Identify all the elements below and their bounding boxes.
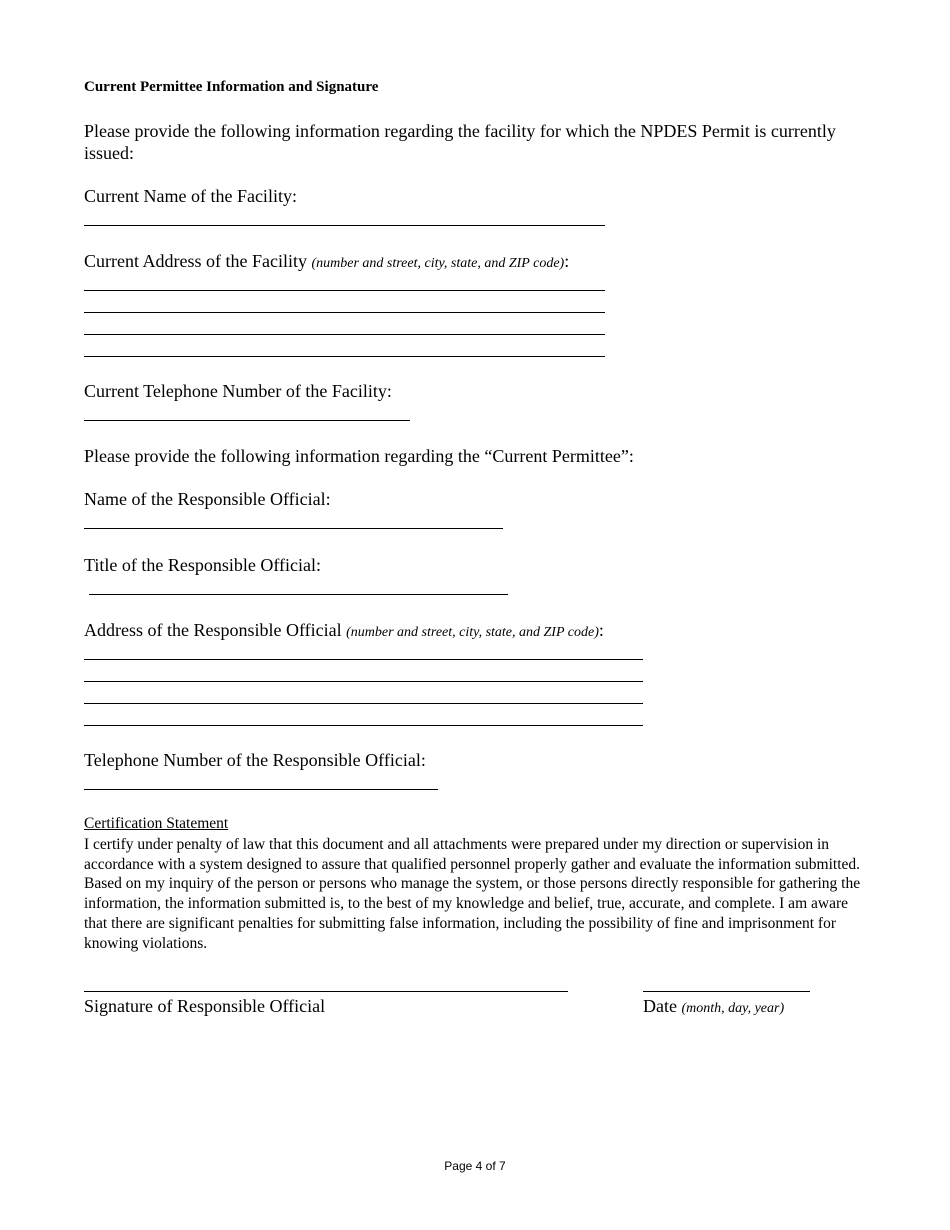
certification-text: I certify under penalty of law that this document and all attachments were prepared under my direction or supervision in accordance with a system designed to assure that qualified personnel properly gather and evaluate the information submitted. Based on my inquiry of the person or persons who manage the system, or those persons directly responsible for gathering the information, the information submitted is, to the best of my knowledge and belief, true, accurate, and complete. I am aware that there are significant penalties for submitting false information, including the possibility of fine and imprisonment for knowing violations. — [84, 836, 861, 952]
signature-line[interactable] — [84, 991, 568, 992]
date-line[interactable] — [643, 991, 810, 992]
official-title-label: Title of the Responsible Official: — [84, 555, 321, 575]
official-address-label: Address of the Responsible Official (number and street, city, state, and ZIP code): — [84, 620, 604, 640]
official-address-line-2[interactable] — [84, 681, 643, 682]
official-title-line[interactable] — [89, 594, 508, 595]
official-address-line-3[interactable] — [84, 703, 643, 704]
facility-phone-label: Current Telephone Number of the Facility: — [84, 381, 392, 401]
official-phone-label: Telephone Number of the Responsible Official: — [84, 750, 426, 770]
date-label: Date (month, day, year) — [643, 996, 785, 1016]
official-address-line-4[interactable] — [84, 725, 643, 726]
facility-address-line-2[interactable] — [84, 312, 605, 313]
section-heading: Current Permittee Information and Signature — [84, 79, 379, 95]
facility-name-line[interactable] — [84, 225, 605, 226]
official-address-line-1[interactable] — [84, 659, 643, 660]
official-address-hint: (number and street, city, state, and ZIP code) — [346, 625, 599, 640]
facility-address-line-3[interactable] — [84, 334, 605, 335]
facility-address-hint: (number and street, city, state, and ZIP code) — [311, 256, 565, 271]
facility-address-line-1[interactable] — [84, 290, 605, 291]
facility-phone-line[interactable] — [84, 420, 410, 421]
official-phone-line[interactable] — [84, 789, 438, 790]
signature-label: Signature of Responsible Official — [84, 996, 326, 1016]
date-hint: (month, day, year) — [681, 1001, 785, 1016]
official-name-label: Name of the Responsible Official: — [84, 489, 331, 509]
certification-title: Certification Statement — [84, 815, 229, 832]
facility-name-label: Current Name of the Facility: — [84, 186, 297, 206]
facility-intro: Please provide the following information regarding the facility for which the NPDES Permit is currently issued: — [84, 121, 836, 163]
page-number: Page 4 of 7 — [444, 1159, 506, 1173]
facility-address-label: Current Address of the Facility (number and street, city, state, and ZIP code): — [84, 251, 570, 271]
official-name-line[interactable] — [84, 528, 503, 529]
permittee-intro: Please provide the following information regarding the “Current Permittee”: — [84, 446, 634, 466]
facility-address-line-4[interactable] — [84, 356, 605, 357]
